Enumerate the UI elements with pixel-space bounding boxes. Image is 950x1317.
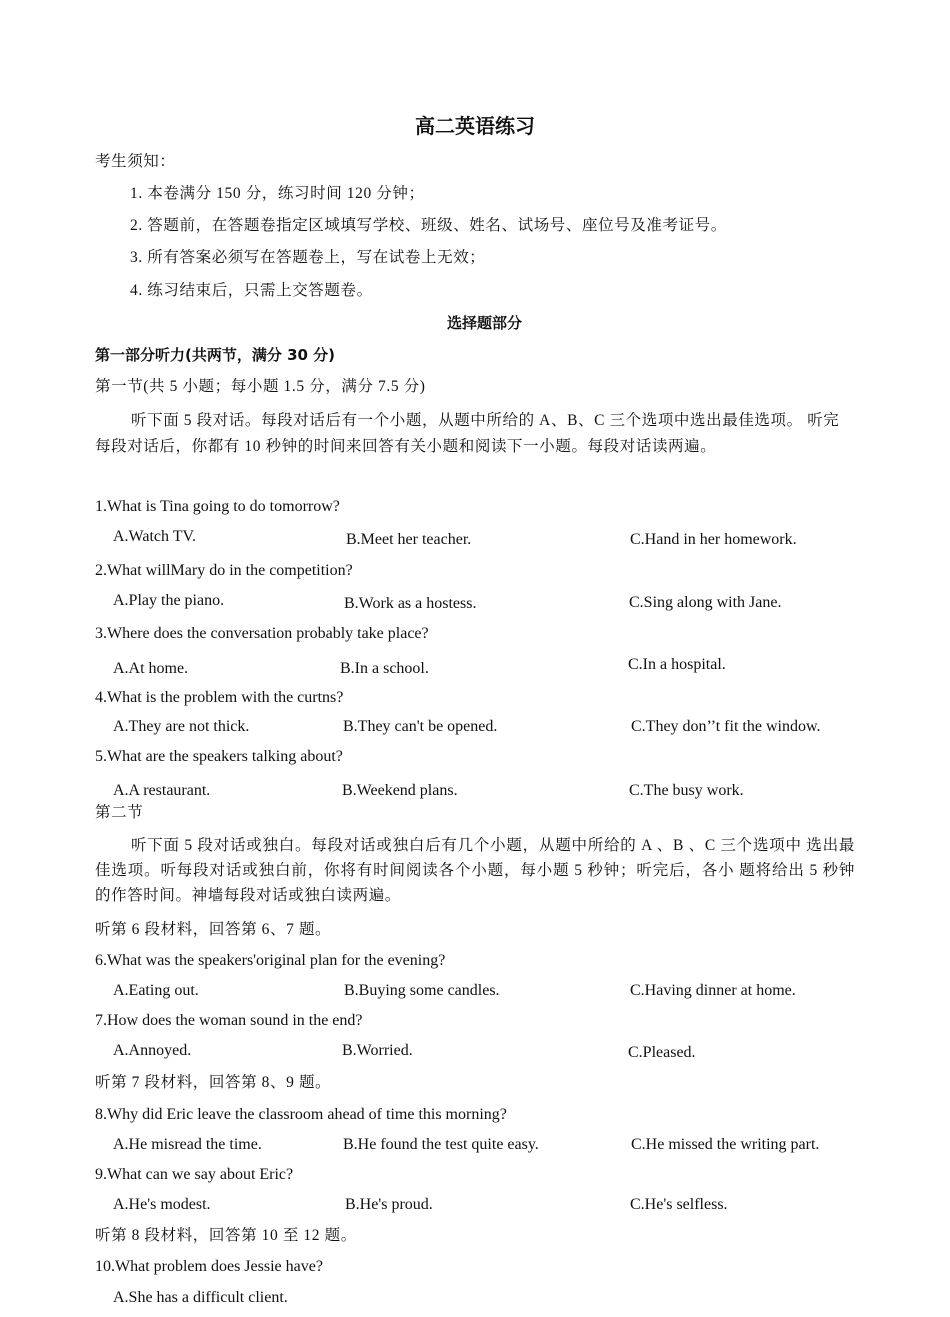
option-b: B.Meet her teacher.: [346, 531, 472, 548]
option-b: B.In a school.: [340, 660, 429, 677]
material-6-note: 听第 6 段材料，回答第 6、7 题。: [95, 921, 332, 938]
option-c: C.The busy work.: [629, 782, 744, 799]
option-a: A.Eating out.: [113, 982, 199, 999]
option-a: A.A restaurant.: [113, 782, 211, 799]
option-b: B.Work as a hostess.: [344, 595, 477, 612]
question-text: 7.How does the woman sound in the end?: [95, 1012, 363, 1029]
question-text: 10.What problem does Jessie have?: [95, 1258, 323, 1275]
option-c: C.In a hospital.: [628, 656, 726, 673]
question-text: 3.Where does the conversation probably take place?: [95, 625, 429, 642]
option-b: B.Worried.: [342, 1042, 413, 1059]
option-c: C.They don’’t fit the window.: [631, 718, 821, 735]
option-c: C.Having dinner at home.: [630, 982, 796, 999]
option-a: A.Annoyed.: [113, 1042, 192, 1059]
notice-item: 2. 答题前，在答题卷指定区域填写学校、班级、姓名、试场号、座位号及准考证号。: [130, 217, 727, 234]
option-a: A.At home.: [113, 660, 189, 677]
section1-instructions: 听下面 5 段对话。每段对话后有一个小题，从题中所给的 A、B、C 三个选项中选出最佳选项。 听完每段对话后，你都有 10 秒钟的时间来回答有关小题和阅读下一小题。每段对话读两遍。: [95, 412, 840, 455]
section2-instructions: 听下面 5 段对话或独白。每段对话或独白后有几个小题，从题中所给的 A 、B 、C 三个选项中 选出最佳选项。听每段对话或独白前，你将有时间阅读各个小题，每小题 5 秒钟；听完后，各小 题将给出 5 秒钟的作答时间。神墙每段对话或独白读两遍。: [95, 837, 855, 904]
question-text: 2.What willMary do in the competition?: [95, 562, 353, 579]
option-c: C.Sing along with Jane.: [629, 594, 782, 611]
notice-item: 3. 所有答案必须写在答题卷上，写在试卷上无效；: [130, 249, 486, 266]
notice-item: 4. 练习结束后，只需上交答题卷。: [130, 282, 373, 299]
option-a: A.They are not thick.: [113, 718, 250, 735]
option-c: C.Pleased.: [628, 1044, 696, 1061]
part1-heading: 第一部分听力(共两节，满分 30 分): [95, 346, 336, 364]
section2-heading: 第二节: [95, 804, 144, 821]
question-text: 1.What is Tina going to do tomorrow?: [95, 498, 340, 515]
option-a: A.He's modest.: [113, 1196, 211, 1213]
question-text: 8.Why did Eric leave the classroom ahead of time this morning?: [95, 1106, 507, 1123]
question-text: 5.What are the speakers talking about?: [95, 748, 343, 765]
material-7-note: 听第 7 段材料，回答第 8、9 题。: [95, 1074, 332, 1091]
notice-heading: 考生须知：: [95, 153, 176, 170]
option-a: A.She has a difficult client.: [113, 1289, 288, 1306]
notice-item: 1. 本卷满分 150 分，练习时间 120 分钟；: [130, 185, 425, 202]
option-a: A.Watch TV.: [113, 528, 196, 545]
option-c: C.He missed the writing part.: [631, 1136, 820, 1153]
page-title: 高二英语练习: [415, 114, 535, 138]
material-8-note: 听第 8 段材料，回答第 10 至 12 题。: [95, 1227, 357, 1244]
option-b: B.He's proud.: [345, 1196, 433, 1213]
section1-heading: 第一节(共 5 小题；每小题 1.5 分，满分 7.5 分): [95, 378, 426, 395]
option-a: A.He misread the time.: [113, 1136, 262, 1153]
section-title: 选择题部分: [447, 314, 523, 332]
option-c: C.He's selfless.: [630, 1196, 728, 1213]
option-b: B.Buying some candles.: [344, 982, 500, 999]
question-text: 6.What was the speakers'original plan for the evening?: [95, 952, 446, 969]
option-b: B.Weekend plans.: [342, 782, 458, 799]
question-text: 9.What can we say about Eric?: [95, 1166, 294, 1183]
question-text: 4.What is the problem with the curtns?: [95, 689, 344, 706]
option-a: A.Play the piano.: [113, 592, 225, 609]
option-c: C.Hand in her homework.: [630, 531, 797, 548]
option-b: B.They can't be opened.: [343, 718, 498, 735]
option-b: B.He found the test quite easy.: [343, 1136, 539, 1153]
